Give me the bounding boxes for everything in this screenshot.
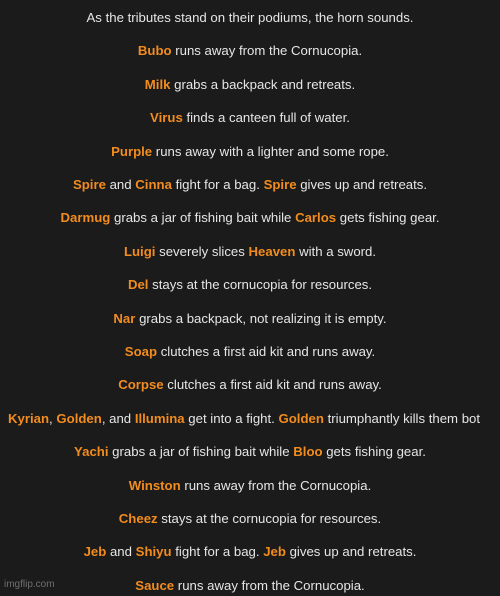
tribute-name: Milk: [144, 76, 171, 92]
event-line: [0, 43, 500, 59]
event-line: [0, 10, 500, 26]
tribute-name: Cheez: [118, 511, 158, 526]
event-line: [0, 77, 500, 93]
tribute-name: Jeb: [263, 544, 286, 560]
event-line: [0, 177, 500, 193]
event-text: clutches a first aid kit and runs away.: [157, 344, 376, 359]
tribute-name: Sauce: [135, 577, 175, 593]
event-line: [0, 144, 500, 160]
tribute-name: Cinna: [135, 177, 172, 192]
tribute-name: Bloo: [293, 444, 323, 460]
event-text: runs away from the Cornucopia.: [180, 477, 372, 493]
event-line: [0, 244, 500, 260]
event-text: runs away from the Cornucopia.: [174, 577, 365, 593]
tribute-name: Winston: [128, 477, 181, 493]
event-line: [0, 511, 500, 527]
event-text: gives up and retreats.: [285, 544, 417, 560]
event-text: and: [105, 177, 136, 192]
tribute-name: Corpse: [118, 377, 164, 393]
event-line: [0, 344, 500, 360]
event-text: grabs a jar of fishing bait while: [108, 444, 294, 460]
tribute-name: Spire: [263, 177, 297, 192]
event-line: [0, 210, 500, 226]
event-text: finds a canteen full of water.: [182, 110, 350, 126]
event-text: severely slices: [155, 243, 249, 259]
event-text: grabs a jar of fishing bait while: [110, 210, 296, 226]
tribute-name: Shiyu: [135, 544, 172, 560]
event-line: [0, 311, 500, 327]
tribute-name: Luigi: [123, 243, 156, 259]
event-line: [8, 411, 500, 427]
tribute-name: Golden: [278, 410, 324, 426]
tribute-name: Spire: [72, 177, 106, 192]
event-text: , and: [101, 410, 135, 426]
event-text: runs away from the Cornucopia.: [171, 43, 363, 59]
event-text: and: [106, 544, 136, 560]
tribute-name: Bubo: [137, 43, 172, 59]
watermark-text: imgflip.com: [4, 579, 55, 590]
tribute-name: Heaven: [248, 243, 296, 259]
tribute-name: Nar: [113, 310, 136, 326]
event-text: with a sword.: [295, 243, 377, 259]
event-text: ,: [49, 410, 57, 426]
tribute-name: Golden: [56, 410, 102, 426]
tribute-name: Kyrian: [8, 410, 50, 426]
tribute-name: Del: [127, 277, 149, 293]
tribute-name: Darmug: [60, 210, 111, 226]
event-text: stays at the cornucopia for resources.: [157, 511, 382, 526]
event-text: get into a fight.: [184, 410, 279, 426]
event-line: [0, 110, 500, 126]
event-text: runs away with a lighter and some rope.: [152, 143, 389, 159]
tribute-name: Soap: [124, 344, 158, 359]
event-line: [0, 544, 500, 560]
tribute-name: Purple: [111, 143, 153, 159]
event-text: fight for a bag.: [171, 544, 264, 560]
event-line: [0, 478, 500, 494]
tribute-name: Jeb: [83, 544, 107, 560]
event-text: gets fishing gear.: [322, 444, 426, 460]
event-text: gives up and retreats.: [296, 177, 428, 192]
event-line: [0, 377, 500, 393]
event-text: stays at the cornucopia for resources.: [148, 277, 373, 293]
event-line: [0, 277, 500, 293]
tribute-name: Virus: [150, 110, 183, 126]
event-text: grabs a backpack, not realizing it is empty.: [135, 310, 387, 326]
event-text: clutches a first aid kit and runs away.: [163, 377, 382, 393]
tribute-name: Illumina: [134, 410, 185, 426]
event-text: triumphantly kills them bot: [323, 410, 481, 426]
event-text: As the tributes stand on their podiums, the horn sounds.: [86, 10, 414, 25]
event-line: [0, 444, 500, 460]
tribute-name: Carlos: [295, 210, 337, 226]
event-text: grabs a backpack and retreats.: [170, 76, 356, 92]
event-line: [0, 578, 500, 594]
event-text: gets fishing gear.: [336, 210, 440, 226]
event-text: fight for a bag.: [171, 177, 264, 192]
tribute-name: Yachi: [74, 444, 109, 460]
